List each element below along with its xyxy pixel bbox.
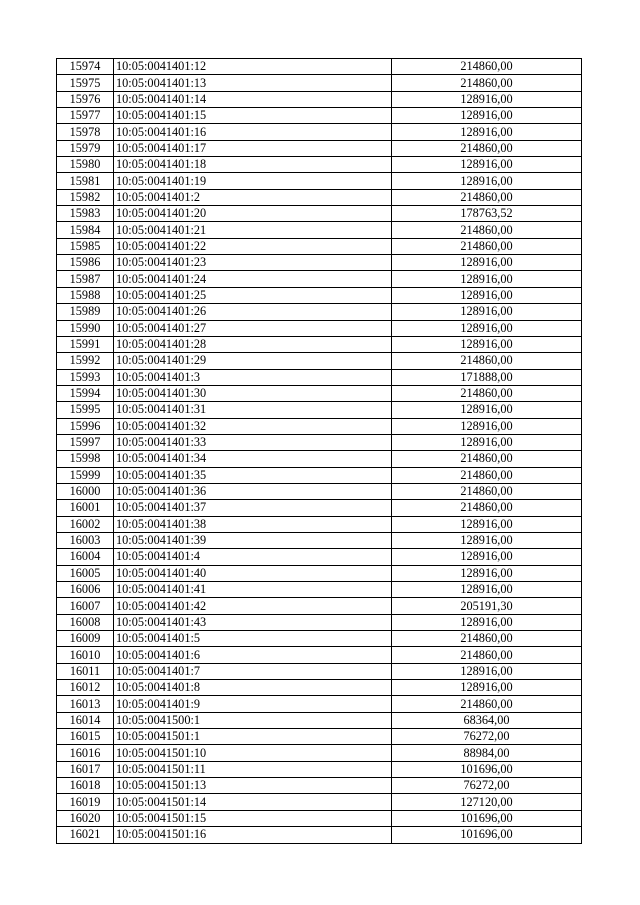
amount-cell: 128916,00	[392, 614, 582, 630]
table-row	[57, 336, 582, 352]
cadastral-number-cell: 10:05:0041401:25	[114, 287, 392, 303]
table-row	[57, 614, 582, 630]
table-row	[57, 320, 582, 336]
cadastral-number-cell: 10:05:0041401:13	[114, 75, 392, 91]
amount-cell: 214860,00	[392, 189, 582, 205]
row-number-cell: 16005	[57, 565, 114, 581]
amount-cell: 128916,00	[392, 173, 582, 189]
data-table	[56, 58, 582, 844]
row-number-cell: 16004	[57, 549, 114, 565]
amount-cell: 128916,00	[392, 418, 582, 434]
cadastral-number-cell: 10:05:0041401:40	[114, 565, 392, 581]
cadastral-number-cell: 10:05:0041501:16	[114, 827, 392, 843]
table-row	[57, 549, 582, 565]
cadastral-number-cell: 10:05:0041401:37	[114, 500, 392, 516]
cadastral-number-cell: 10:05:0041401:29	[114, 353, 392, 369]
amount-cell: 214860,00	[392, 385, 582, 401]
amount-cell: 178763,52	[392, 206, 582, 222]
table-row	[57, 189, 582, 205]
amount-cell: 76272,00	[392, 729, 582, 745]
amount-cell: 128916,00	[392, 255, 582, 271]
row-number-cell: 15992	[57, 353, 114, 369]
cadastral-number-cell: 10:05:0041401:14	[114, 91, 392, 107]
amount-cell: 214860,00	[392, 500, 582, 516]
table-row	[57, 255, 582, 271]
amount-cell: 214860,00	[392, 140, 582, 156]
row-number-cell: 15996	[57, 418, 114, 434]
table-row	[57, 745, 582, 761]
cadastral-number-cell: 10:05:0041401:22	[114, 238, 392, 254]
cadastral-number-cell: 10:05:0041501:13	[114, 778, 392, 794]
amount-cell: 101696,00	[392, 827, 582, 843]
cadastral-number-cell: 10:05:0041401:4	[114, 549, 392, 565]
table-row	[57, 157, 582, 173]
table-row	[57, 369, 582, 385]
row-number-cell: 15984	[57, 222, 114, 238]
cadastral-number-cell: 10:05:0041401:30	[114, 385, 392, 401]
amount-cell: 128916,00	[392, 680, 582, 696]
table-row	[57, 108, 582, 124]
cadastral-number-cell: 10:05:0041401:39	[114, 532, 392, 548]
cadastral-number-cell: 10:05:0041401:18	[114, 157, 392, 173]
table-row	[57, 91, 582, 107]
amount-cell: 68364,00	[392, 712, 582, 728]
amount-cell: 128916,00	[392, 663, 582, 679]
row-number-cell: 15982	[57, 189, 114, 205]
cadastral-number-cell: 10:05:0041401:41	[114, 582, 392, 598]
amount-cell: 128916,00	[392, 287, 582, 303]
cadastral-number-cell: 10:05:0041501:11	[114, 761, 392, 777]
row-number-cell: 15985	[57, 238, 114, 254]
cadastral-number-cell: 10:05:0041401:23	[114, 255, 392, 271]
cadastral-number-cell: 10:05:0041401:26	[114, 304, 392, 320]
table-row	[57, 810, 582, 826]
amount-cell: 214860,00	[392, 631, 582, 647]
table-row	[57, 827, 582, 843]
row-number-cell: 15978	[57, 124, 114, 140]
cadastral-number-cell: 10:05:0041501:1	[114, 729, 392, 745]
cadastral-number-cell: 10:05:0041401:31	[114, 402, 392, 418]
table-row	[57, 516, 582, 532]
table-row	[57, 582, 582, 598]
row-number-cell: 16003	[57, 532, 114, 548]
table-row	[57, 500, 582, 516]
amount-cell: 128916,00	[392, 549, 582, 565]
amount-cell: 214860,00	[392, 353, 582, 369]
table-row	[57, 794, 582, 810]
row-number-cell: 15983	[57, 206, 114, 222]
row-number-cell: 16008	[57, 614, 114, 630]
cadastral-number-cell: 10:05:0041500:1	[114, 712, 392, 728]
cadastral-number-cell: 10:05:0041401:9	[114, 696, 392, 712]
amount-cell: 214860,00	[392, 59, 582, 75]
table-body	[57, 59, 582, 844]
cadastral-number-cell: 10:05:0041401:21	[114, 222, 392, 238]
row-number-cell: 16010	[57, 647, 114, 663]
table-row	[57, 532, 582, 548]
amount-cell: 128916,00	[392, 271, 582, 287]
table-row	[57, 238, 582, 254]
table-row	[57, 729, 582, 745]
row-number-cell: 16012	[57, 680, 114, 696]
cadastral-number-cell: 10:05:0041401:6	[114, 647, 392, 663]
amount-cell: 214860,00	[392, 647, 582, 663]
amount-cell: 214860,00	[392, 238, 582, 254]
amount-cell: 128916,00	[392, 516, 582, 532]
cadastral-number-cell: 10:05:0041401:43	[114, 614, 392, 630]
amount-cell: 214860,00	[392, 483, 582, 499]
table-row	[57, 467, 582, 483]
cadastral-number-cell: 10:05:0041401:28	[114, 336, 392, 352]
amount-cell: 128916,00	[392, 320, 582, 336]
cadastral-number-cell: 10:05:0041401:5	[114, 631, 392, 647]
row-number-cell: 16011	[57, 663, 114, 679]
row-number-cell: 16014	[57, 712, 114, 728]
cadastral-number-cell: 10:05:0041401:34	[114, 451, 392, 467]
row-number-cell: 15994	[57, 385, 114, 401]
row-number-cell: 15975	[57, 75, 114, 91]
table-row	[57, 598, 582, 614]
table-row	[57, 353, 582, 369]
row-number-cell: 16016	[57, 745, 114, 761]
row-number-cell: 15995	[57, 402, 114, 418]
table-row	[57, 778, 582, 794]
table-row	[57, 140, 582, 156]
cadastral-number-cell: 10:05:0041501:15	[114, 810, 392, 826]
cadastral-number-cell: 10:05:0041401:38	[114, 516, 392, 532]
row-number-cell: 15979	[57, 140, 114, 156]
table-row	[57, 271, 582, 287]
table-row	[57, 451, 582, 467]
row-number-cell: 16019	[57, 794, 114, 810]
row-number-cell: 15990	[57, 320, 114, 336]
amount-cell: 214860,00	[392, 75, 582, 91]
row-number-cell: 16009	[57, 631, 114, 647]
row-number-cell: 16017	[57, 761, 114, 777]
table-row	[57, 59, 582, 75]
row-number-cell: 15981	[57, 173, 114, 189]
row-number-cell: 15980	[57, 157, 114, 173]
table-row	[57, 173, 582, 189]
amount-cell: 128916,00	[392, 402, 582, 418]
table-row	[57, 222, 582, 238]
amount-cell: 128916,00	[392, 91, 582, 107]
table-row	[57, 761, 582, 777]
row-number-cell: 15986	[57, 255, 114, 271]
amount-cell: 128916,00	[392, 157, 582, 173]
row-number-cell: 15987	[57, 271, 114, 287]
table-row	[57, 696, 582, 712]
table-row	[57, 287, 582, 303]
cadastral-number-cell: 10:05:0041401:33	[114, 434, 392, 450]
amount-cell: 128916,00	[392, 532, 582, 548]
table-row	[57, 206, 582, 222]
cadastral-number-cell: 10:05:0041401:32	[114, 418, 392, 434]
row-number-cell: 16000	[57, 483, 114, 499]
amount-cell: 214860,00	[392, 467, 582, 483]
row-number-cell: 15991	[57, 336, 114, 352]
row-number-cell: 16018	[57, 778, 114, 794]
row-number-cell: 16013	[57, 696, 114, 712]
cadastral-number-cell: 10:05:0041401:27	[114, 320, 392, 336]
table-row	[57, 680, 582, 696]
amount-cell: 214860,00	[392, 696, 582, 712]
table-row	[57, 483, 582, 499]
amount-cell: 101696,00	[392, 810, 582, 826]
cadastral-number-cell: 10:05:0041401:12	[114, 59, 392, 75]
row-number-cell: 15988	[57, 287, 114, 303]
table-row	[57, 402, 582, 418]
amount-cell: 128916,00	[392, 565, 582, 581]
table-row	[57, 565, 582, 581]
amount-cell: 128916,00	[392, 336, 582, 352]
amount-cell: 101696,00	[392, 761, 582, 777]
cadastral-number-cell: 10:05:0041401:36	[114, 483, 392, 499]
cadastral-number-cell: 10:05:0041401:3	[114, 369, 392, 385]
amount-cell: 214860,00	[392, 451, 582, 467]
cadastral-number-cell: 10:05:0041401:16	[114, 124, 392, 140]
table-row	[57, 304, 582, 320]
amount-cell: 76272,00	[392, 778, 582, 794]
cadastral-number-cell: 10:05:0041501:10	[114, 745, 392, 761]
row-number-cell: 15998	[57, 451, 114, 467]
amount-cell: 128916,00	[392, 304, 582, 320]
cadastral-number-cell: 10:05:0041401:20	[114, 206, 392, 222]
row-number-cell: 15993	[57, 369, 114, 385]
amount-cell: 214860,00	[392, 222, 582, 238]
amount-cell: 128916,00	[392, 108, 582, 124]
table-row	[57, 75, 582, 91]
cadastral-number-cell: 10:05:0041401:19	[114, 173, 392, 189]
cadastral-number-cell: 10:05:0041401:8	[114, 680, 392, 696]
table-row	[57, 663, 582, 679]
cadastral-number-cell: 10:05:0041401:17	[114, 140, 392, 156]
row-number-cell: 15974	[57, 59, 114, 75]
amount-cell: 171888,00	[392, 369, 582, 385]
cadastral-number-cell: 10:05:0041401:2	[114, 189, 392, 205]
cadastral-number-cell: 10:05:0041401:7	[114, 663, 392, 679]
cadastral-number-cell: 10:05:0041401:24	[114, 271, 392, 287]
amount-cell: 128916,00	[392, 582, 582, 598]
cadastral-number-cell: 10:05:0041401:35	[114, 467, 392, 483]
row-number-cell: 16007	[57, 598, 114, 614]
row-number-cell: 16021	[57, 827, 114, 843]
table-row	[57, 385, 582, 401]
table-row	[57, 631, 582, 647]
table-row	[57, 124, 582, 140]
table-row	[57, 647, 582, 663]
amount-cell: 128916,00	[392, 434, 582, 450]
row-number-cell: 15977	[57, 108, 114, 124]
row-number-cell: 15997	[57, 434, 114, 450]
amount-cell: 205191,30	[392, 598, 582, 614]
row-number-cell: 16020	[57, 810, 114, 826]
row-number-cell: 16002	[57, 516, 114, 532]
row-number-cell: 16006	[57, 582, 114, 598]
cadastral-number-cell: 10:05:0041401:42	[114, 598, 392, 614]
cadastral-number-cell: 10:05:0041501:14	[114, 794, 392, 810]
amount-cell: 127120,00	[392, 794, 582, 810]
row-number-cell: 15989	[57, 304, 114, 320]
table-row	[57, 434, 582, 450]
table-row	[57, 418, 582, 434]
row-number-cell: 15976	[57, 91, 114, 107]
row-number-cell: 15999	[57, 467, 114, 483]
amount-cell: 88984,00	[392, 745, 582, 761]
row-number-cell: 16015	[57, 729, 114, 745]
amount-cell: 128916,00	[392, 124, 582, 140]
cadastral-number-cell: 10:05:0041401:15	[114, 108, 392, 124]
table-row	[57, 712, 582, 728]
row-number-cell: 16001	[57, 500, 114, 516]
